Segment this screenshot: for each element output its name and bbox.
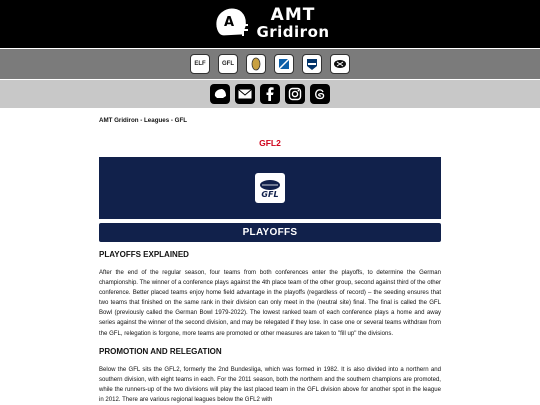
social-nav xyxy=(0,80,540,108)
page-title: GFL2 xyxy=(259,138,281,148)
brand-line1: AMT xyxy=(270,5,316,25)
gfl-icon: GFL xyxy=(222,61,234,67)
email-icon xyxy=(238,89,252,99)
gfl-logo-icon xyxy=(255,173,285,203)
league-nfl-link[interactable] xyxy=(302,54,322,74)
brand-line2: Gridiron xyxy=(256,23,330,41)
xfl-icon xyxy=(333,57,347,71)
breadcrumb[interactable]: AMT Gridiron - Leagues - GFL xyxy=(99,117,187,124)
social-helmet-link[interactable] xyxy=(210,84,230,104)
instagram-icon xyxy=(288,87,302,101)
cfl-icon xyxy=(249,57,263,71)
elf-icon: ELF xyxy=(194,61,206,67)
league-elf-link[interactable] xyxy=(190,54,210,74)
tab-playoffs[interactable]: PLAYOFFS xyxy=(99,223,441,242)
facebook-icon xyxy=(265,87,275,101)
brand-wordmark[interactable] xyxy=(256,7,329,41)
section-body-promotion: Below the GFL sits the GFL2, formerly the 2nd Bundesliga, which was formed in 1982. It is also divided into a northern and southern division, with eight teams in each. For the 2011 season, both the northern and the southern champions are promoted, while the runners-up of the two divisions will play the last placed team in the GFL division above for another spot in the league in 2012. There are various regional leagues below the GFL2 with xyxy=(99,366,441,403)
site-header xyxy=(0,0,540,48)
helmet-logo-icon[interactable] xyxy=(210,5,250,43)
svg-text:GFL: GFL xyxy=(261,190,279,199)
league-nav xyxy=(0,49,540,79)
svg-text:A: A xyxy=(224,15,235,30)
section-body-playoffs: After the end of the regular season, four teams from both conferences enter the playoffs, to determine the German championship. The winner of a conference plays against the 4th place team of the other group, second against third of the other conference. Better placed teams enjoy home field advantage in the playoffs (regardless of record) – the seeding ensures that two teams that finished on the same rank in their division can only meet in the (neutral site) final. The final is called the GFL Bowl (previously called the German Bowl 1979-2022). The lowest ranked team of each conference plays a home and away series against the winner of the second division, and may be relegated if they lose. In case one or several teams withdraw from the GFL, relegation is forgone, more teams are promoted or other measures are taken to "fill up" the divisions. xyxy=(99,270,441,337)
main-content xyxy=(0,117,540,405)
helmet-icon xyxy=(213,88,227,100)
social-instagram-link[interactable] xyxy=(285,84,305,104)
league-xfl-link[interactable] xyxy=(330,54,350,74)
social-facebook-link[interactable] xyxy=(260,84,280,104)
ncaa-icon xyxy=(277,57,291,71)
social-email-link[interactable] xyxy=(235,84,255,104)
social-threads-link[interactable] xyxy=(310,84,330,104)
nfl-icon xyxy=(305,57,319,71)
section-heading-promotion: PROMOTION AND RELEGATION xyxy=(99,346,222,356)
threads-icon xyxy=(313,87,327,101)
section-heading-playoffs: PLAYOFFS EXPLAINED xyxy=(99,250,189,259)
league-ncaa-link[interactable] xyxy=(274,54,294,74)
league-cfl-link[interactable] xyxy=(246,54,266,74)
league-banner xyxy=(99,157,441,219)
league-gfl-link[interactable] xyxy=(218,54,238,74)
